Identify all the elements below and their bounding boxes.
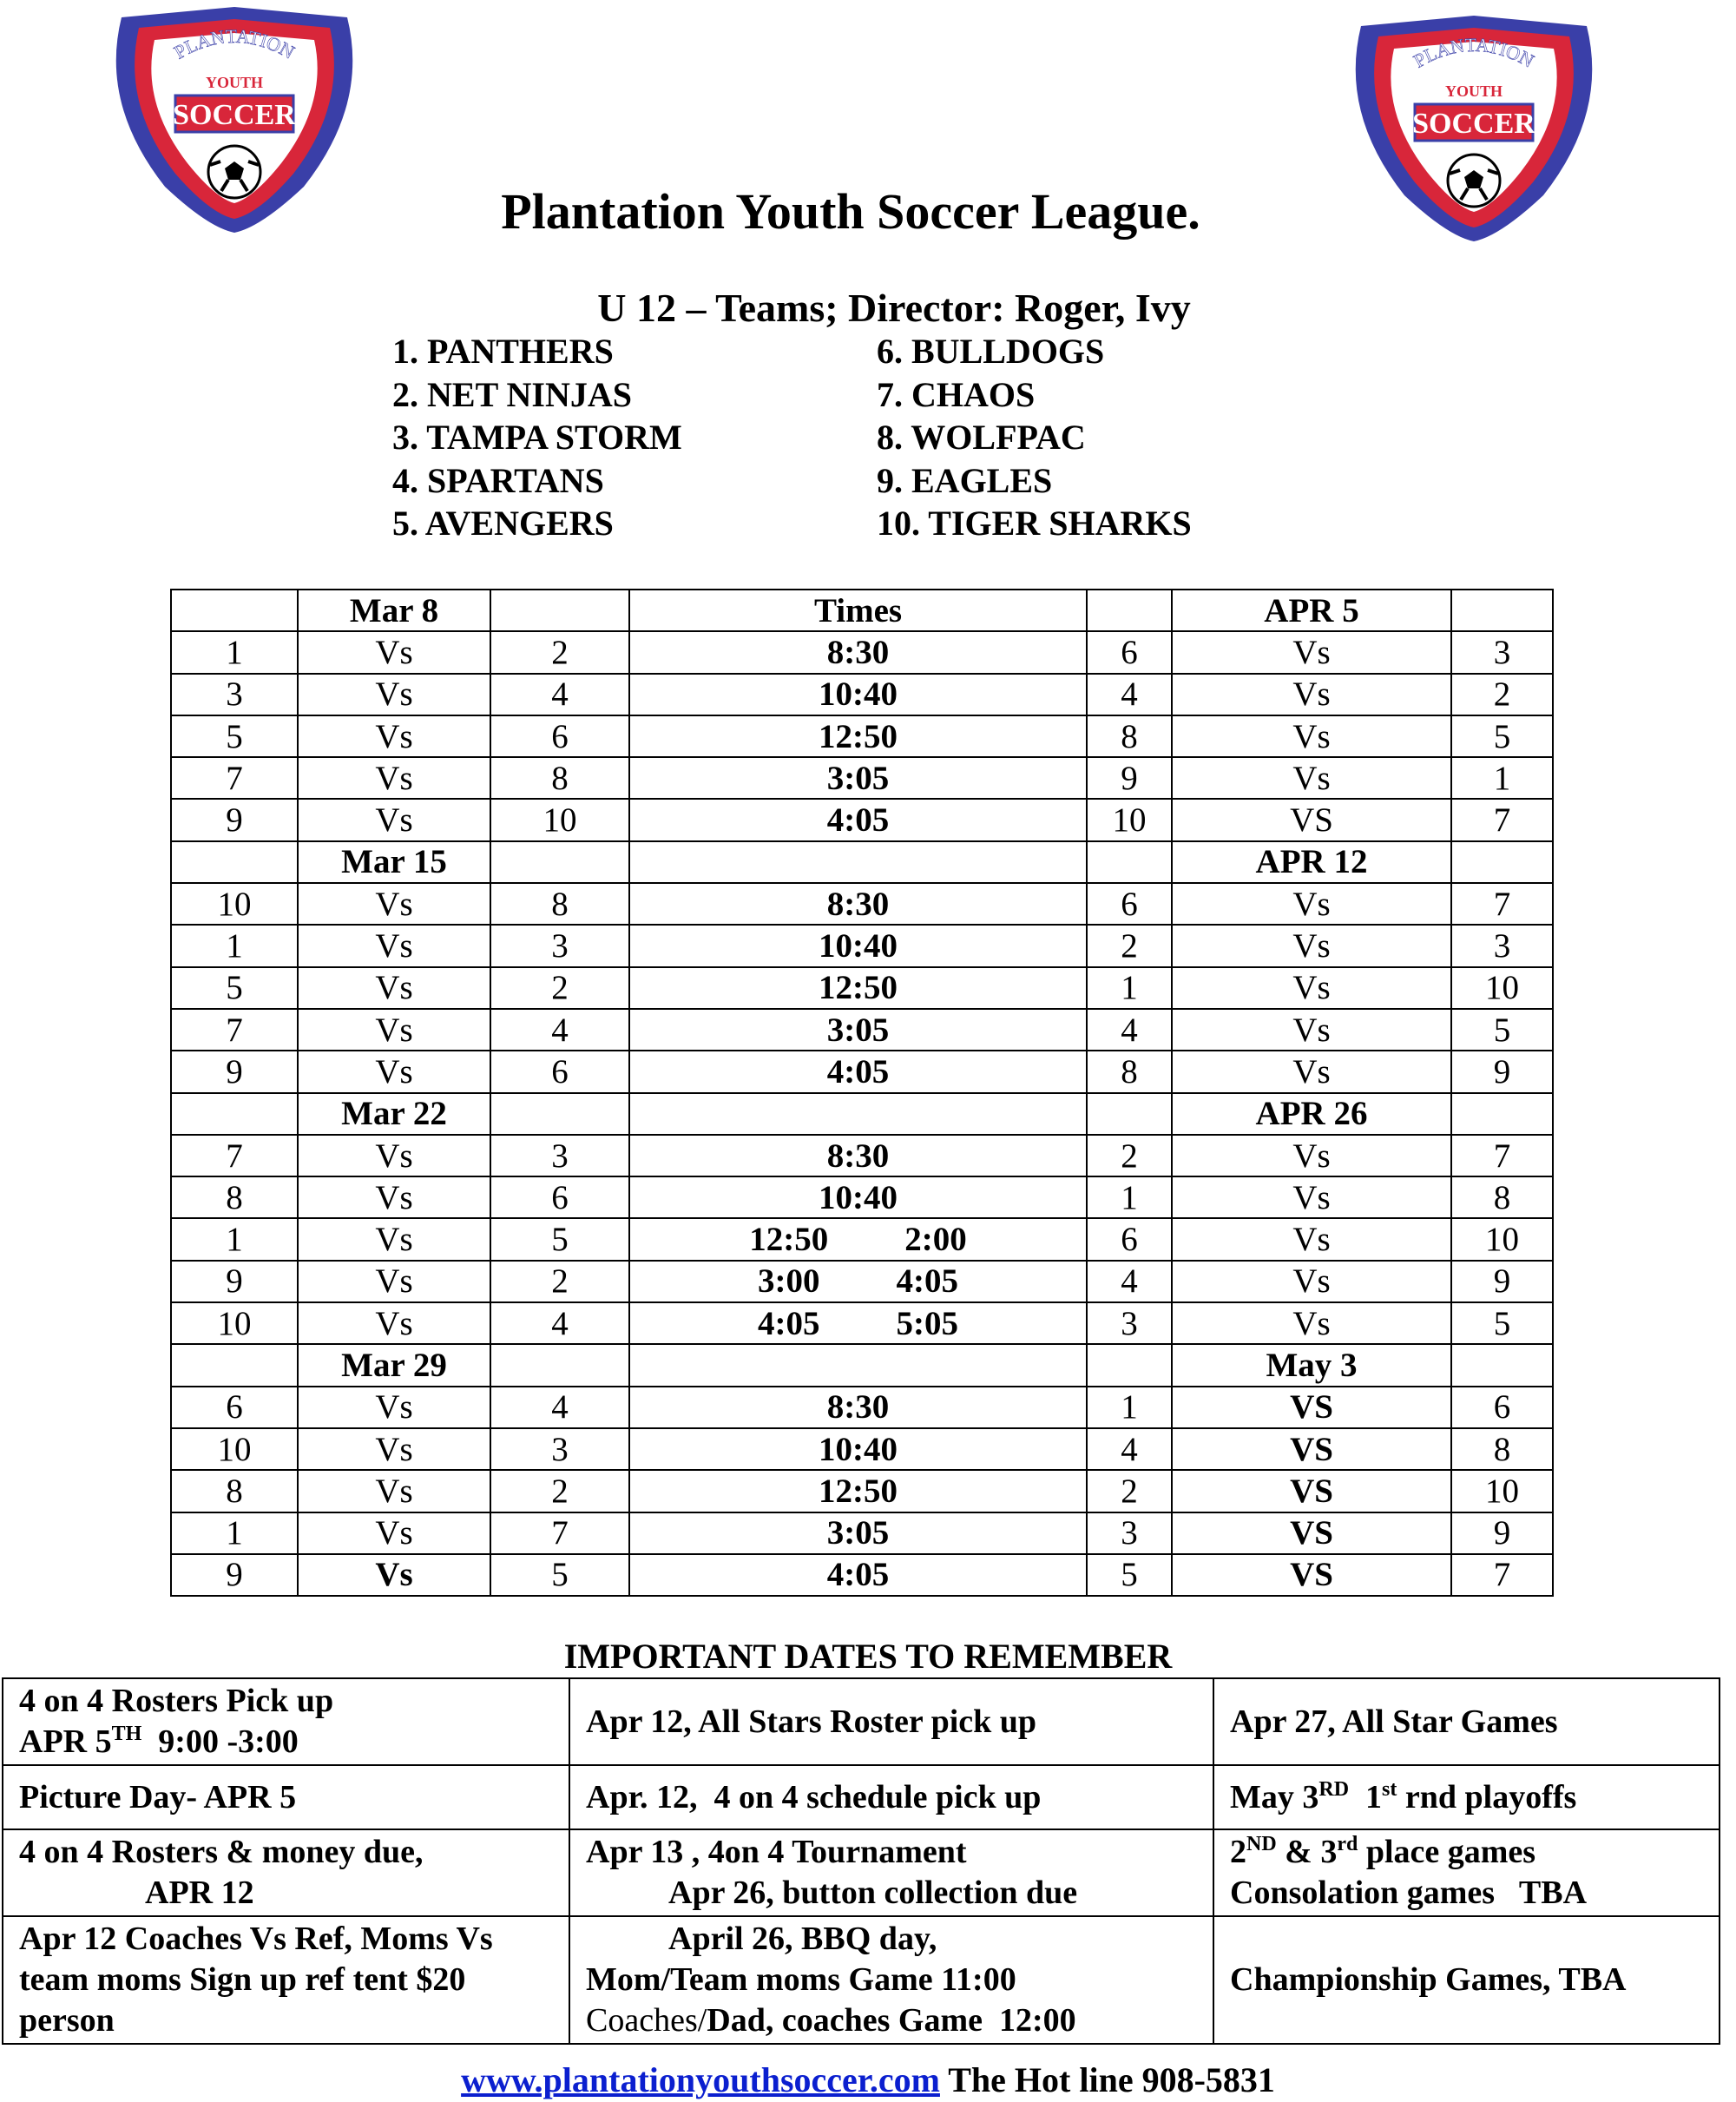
home-team-number: 1 [171,631,298,673]
home-team-number: 1 [171,1512,298,1554]
away-team-number: 5 [1451,1302,1553,1344]
right-date-header: APR 26 [1172,1093,1451,1135]
vs-label: Vs [1172,631,1451,673]
home-team-number: 5 [1087,1554,1172,1596]
home-team-number: 5 [171,967,298,1009]
home-team-number: 4 [1087,1428,1172,1470]
away-team-number: 3 [1451,925,1553,966]
vs-label: Vs [1172,925,1451,966]
home-team-number: 8 [171,1176,298,1218]
empty-cell [171,1093,298,1135]
away-team-number: 6 [490,1051,629,1092]
empty-cell [1087,1344,1172,1386]
away-team-number: 8 [490,883,629,925]
vs-label: Vs [298,799,490,840]
game-row [171,715,1553,757]
away-team-number: 8 [1451,1176,1553,1218]
team-item: 1. PANTHERS [392,332,614,371]
away-team-number: 2 [1451,674,1553,715]
game-row [171,1135,1553,1176]
home-team-number: 6 [171,1387,298,1428]
date-text: Mom/Team moms Game 11:00 [586,1961,1016,1998]
game-time: 12:50 [629,967,1087,1009]
vs-label: Vs [298,1512,490,1554]
game-time: 8:30 [629,1387,1087,1428]
vs-label: Vs [1172,883,1451,925]
home-team-number: 5 [171,715,298,757]
home-team-number: 8 [1087,715,1172,757]
date-text: Apr 27, All Star Games [1230,1703,1558,1740]
away-team-number: 2 [490,631,629,673]
game-time: 10:40 [629,1176,1087,1218]
game-time: 10:40 [629,1428,1087,1470]
game-time-value: 12:50 [749,1221,829,1259]
dates-row [3,1916,1720,2044]
away-team-number: 7 [1451,883,1553,925]
away-team-number: 6 [490,1176,629,1218]
away-team-number: 2 [490,1470,629,1512]
game-time: 12:50 [629,715,1087,757]
home-team-number: 4 [1087,674,1172,715]
logo-middle-text: YOUTH [1444,82,1503,100]
dates-cell [569,1765,1213,1829]
empty-cell [1087,841,1172,883]
away-team-number: 9 [1451,1512,1553,1554]
home-team-number: 3 [171,674,298,715]
home-team-number: 8 [1087,1051,1172,1092]
away-team-number: 1 [1451,757,1553,799]
vs-label: Vs [298,674,490,715]
empty-cell [490,841,629,883]
vs-label: Vs [298,967,490,1009]
game-time-value: 3:00 [758,1262,820,1301]
date-text: Championship Games, TBA [1230,1961,1627,1998]
game-row [171,1261,1553,1302]
game-time [629,1302,1087,1344]
date-text: Apr. 12, 4 on 4 schedule pick up [586,1778,1042,1815]
date-header-row [171,1093,1553,1135]
game-row [171,1512,1553,1554]
vs-label: Vs [298,925,490,966]
team-item: 3. TAMPA STORM [392,418,682,457]
home-team-number: 3 [1087,1302,1172,1344]
away-team-number: 3 [490,925,629,966]
game-time: 8:30 [629,883,1087,925]
team-item: 6. BULLDOGS [877,332,1105,371]
game-time-value: 4:05 [896,1262,958,1301]
game-time [629,1261,1087,1302]
game-row [171,1428,1553,1470]
date-text: Picture Day- APR 5 [19,1778,297,1815]
empty-cell [1087,1093,1172,1135]
home-team-number: 2 [1087,1470,1172,1512]
away-team-number: 7 [1451,799,1553,840]
dates-cell [1213,1916,1720,2044]
important-dates-heading: IMPORTANT DATES TO REMEMBER [563,1637,1173,1676]
date-header-row [171,590,1553,631]
game-row [171,1302,1553,1344]
dates-row [3,1829,1720,1916]
team-item: 7. CHAOS [877,374,1036,414]
home-team-number: 9 [171,1554,298,1596]
vs-label: Vs [298,1176,490,1218]
vs-label: VS [1172,1554,1451,1596]
home-team-number: 6 [1087,1218,1172,1260]
vs-label: Vs [298,757,490,799]
page-title: Plantation Youth Soccer League. [501,183,1200,240]
home-team-number: 10 [171,1302,298,1344]
home-team-number: 2 [1087,1135,1172,1176]
date-text: May 3RD 1st rnd playoffs [1230,1777,1577,1815]
game-time [629,1218,1087,1260]
away-team-number: 3 [490,1428,629,1470]
logo-arch-text: PLANTATION [170,24,299,63]
game-time: 3:05 [629,757,1087,799]
home-team-number: 6 [1087,883,1172,925]
vs-label: Vs [298,715,490,757]
logo-arch-text: PLANTATION [1410,33,1538,72]
dates-cell [3,1765,569,1829]
empty-cell [1451,1344,1553,1386]
home-team-number: 9 [1087,757,1172,799]
website-link[interactable]: www.plantationyouthsoccer.com [461,2060,940,2099]
game-row [171,631,1553,673]
vs-label: Vs [298,1009,490,1051]
date-text: person [19,2002,115,2039]
date-text: 2ND & 3rd place games [1230,1833,1536,1870]
vs-label: Vs [298,1554,490,1596]
team-item: 4. SPARTANS [392,460,604,500]
vs-label: VS [1172,1470,1451,1512]
away-team-number: 5 [490,1554,629,1596]
away-team-number: 10 [1451,1470,1553,1512]
vs-label: Vs [1172,967,1451,1009]
away-team-number: 5 [490,1218,629,1260]
vs-label: Vs [298,1135,490,1176]
vs-label: VS [1172,799,1451,840]
vs-label: Vs [1172,757,1451,799]
dates-row [3,1678,1720,1765]
game-schedule-table [170,589,1554,1597]
dates-cell [569,1829,1213,1916]
away-team-number: 9 [1451,1051,1553,1092]
dates-row [3,1765,1720,1829]
empty-cell [490,590,629,631]
vs-label: Vs [1172,715,1451,757]
away-team-number: 8 [490,757,629,799]
empty-cell [1087,590,1172,631]
home-team-number: 10 [1087,799,1172,840]
away-team-number: 6 [1451,1387,1553,1428]
dates-cell [3,1916,569,2044]
away-team-number: 7 [490,1512,629,1554]
away-team-number: 6 [490,715,629,757]
vs-label: Vs [1172,1051,1451,1092]
vs-label: Vs [298,1387,490,1428]
important-dates-table [2,1677,1720,2045]
game-time-value: 5:05 [896,1304,958,1342]
dates-cell [569,1678,1213,1765]
game-time: 10:40 [629,925,1087,966]
game-row [171,757,1553,799]
home-team-number: 8 [171,1470,298,1512]
away-team-number: 5 [1451,715,1553,757]
game-time: 8:30 [629,631,1087,673]
game-row [171,1470,1553,1512]
home-team-number: 6 [1087,631,1172,673]
left-date-header: Mar 15 [298,841,490,883]
game-row [171,674,1553,715]
vs-label: Vs [1172,1009,1451,1051]
away-team-number: 4 [490,1387,629,1428]
date-text: Consolation games TBA [1230,1875,1588,1911]
home-team-number: 4 [1087,1009,1172,1051]
home-team-number: 3 [1087,1512,1172,1554]
right-date-header: APR 12 [1172,841,1451,883]
date-text: Apr 12, All Stars Roster pick up [586,1703,1037,1740]
empty-cell [1451,841,1553,883]
away-team-number: 4 [490,1009,629,1051]
dates-cell [1213,1765,1720,1829]
vs-label: Vs [1172,674,1451,715]
empty-cell [171,1344,298,1386]
away-team-number: 3 [490,1135,629,1176]
away-team-number: 10 [490,799,629,840]
vs-label: Vs [298,1218,490,1260]
team-item: 9. EAGLES [877,460,1053,500]
away-team-number: 10 [1451,967,1553,1009]
game-time: 8:30 [629,1135,1087,1176]
dates-cell [3,1829,569,1916]
empty-cell [1451,590,1553,631]
away-team-number: 7 [1451,1554,1553,1596]
game-row [171,1009,1553,1051]
times-header [629,1093,1087,1135]
game-time: 12:50 [629,1470,1087,1512]
game-row [171,1176,1553,1218]
away-team-number: 8 [1451,1428,1553,1470]
home-team-number: 2 [1087,925,1172,966]
game-row [171,1051,1553,1092]
away-team-number: 4 [490,1302,629,1344]
left-date-header: Mar 29 [298,1344,490,1386]
times-header [629,1344,1087,1386]
home-team-number: 7 [171,757,298,799]
team-item: 2. NET NINJAS [392,374,632,414]
empty-cell [171,590,298,631]
times-header [629,841,1087,883]
home-team-number: 10 [171,1428,298,1470]
game-row [171,967,1553,1009]
home-team-number: 1 [1087,1387,1172,1428]
home-team-number: 7 [171,1135,298,1176]
away-team-number: 2 [490,1261,629,1302]
game-time: 10:40 [629,674,1087,715]
logo-main-text: SOCCER [1412,108,1535,140]
team-item: 10. TIGER SHARKS [877,504,1192,543]
home-team-number: 1 [171,925,298,966]
empty-cell [490,1344,629,1386]
game-row [171,1387,1553,1428]
empty-cell [490,1093,629,1135]
away-team-number: 5 [1451,1009,1553,1051]
vs-label: Vs [1172,1176,1451,1218]
vs-label: VS [1172,1512,1451,1554]
away-team-number: 3 [1451,631,1553,673]
vs-label: VS [1172,1428,1451,1470]
times-header: Times [629,590,1087,631]
right-date-header: May 3 [1172,1344,1451,1386]
away-team-number: 2 [490,967,629,1009]
team-list-right [877,330,1192,545]
vs-label: Vs [298,1051,490,1092]
vs-label: Vs [1172,1218,1451,1260]
vs-label: Vs [1172,1135,1451,1176]
vs-label: Vs [298,1261,490,1302]
game-time: 3:05 [629,1009,1087,1051]
home-team-number: 9 [171,1261,298,1302]
vs-label: Vs [298,1428,490,1470]
date-text: Apr 26, button collection due [668,1875,1078,1911]
date-header-row [171,1344,1553,1386]
game-row [171,925,1553,966]
date-header-row [171,841,1553,883]
dates-cell [1213,1829,1720,1916]
game-time: 4:05 [629,1051,1087,1092]
game-row [171,1218,1553,1260]
vs-label: Vs [1172,1261,1451,1302]
logo-main-text: SOCCER [173,99,296,131]
date-text: April 26, BBQ day, [668,1921,937,1957]
home-team-number: 1 [1087,1176,1172,1218]
date-text: Apr 12 Coaches Vs Ref, Moms Vs [19,1921,493,1957]
away-team-number: 4 [490,674,629,715]
game-row [171,883,1553,925]
vs-label: Vs [298,1470,490,1512]
date-text: APR 5TH 9:00 -3:00 [19,1723,299,1760]
dates-cell [569,1916,1213,2044]
home-team-number: 1 [1087,967,1172,1009]
team-list-left [392,330,682,545]
empty-cell [171,841,298,883]
away-team-number: 10 [1451,1218,1553,1260]
vs-label: VS [1172,1387,1451,1428]
vs-label: Vs [298,883,490,925]
away-team-number: 9 [1451,1261,1553,1302]
home-team-number: 10 [171,883,298,925]
home-team-number: 7 [171,1009,298,1051]
game-time: 3:05 [629,1512,1087,1554]
game-time: 4:05 [629,799,1087,840]
home-team-number: 1 [171,1218,298,1260]
dates-cell [1213,1678,1720,1765]
home-team-number: 4 [1087,1261,1172,1302]
team-item: 8. WOLFPAC [877,418,1086,457]
game-time-value: 4:05 [758,1304,820,1342]
team-item: 5. AVENGERS [392,504,614,543]
game-time: 4:05 [629,1554,1087,1596]
game-time-value: 2:00 [904,1221,967,1259]
date-text: Coaches/Dad, coaches Game 12:00 [586,2002,1076,2039]
vs-label: Vs [298,631,490,673]
game-row [171,1554,1553,1596]
right-date-header: APR 5 [1172,590,1451,631]
vs-label: Vs [298,1302,490,1344]
home-team-number: 9 [171,799,298,840]
date-text: Apr 13 , 4on 4 Tournament [586,1834,967,1870]
footer [0,2059,1736,2100]
home-team-number: 9 [171,1051,298,1092]
logo-middle-text: YOUTH [205,74,264,91]
dates-cell [3,1678,569,1765]
empty-cell [1451,1093,1553,1135]
date-text: team moms Sign up ref tent $20 [19,1961,466,1998]
left-date-header: Mar 8 [298,590,490,631]
date-text: APR 12 [145,1875,254,1911]
hotline-text: The Hot line 908-5831 [939,2060,1275,2099]
away-team-number: 7 [1451,1135,1553,1176]
date-text: 4 on 4 Rosters & money due, [19,1834,424,1870]
date-text: 4 on 4 Rosters Pick up [19,1683,334,1719]
game-row [171,799,1553,840]
left-date-header: Mar 22 [298,1093,490,1135]
division-subtitle: U 12 – Teams; Director: Roger, Ivy [597,286,1191,330]
vs-label: Vs [1172,1302,1451,1344]
